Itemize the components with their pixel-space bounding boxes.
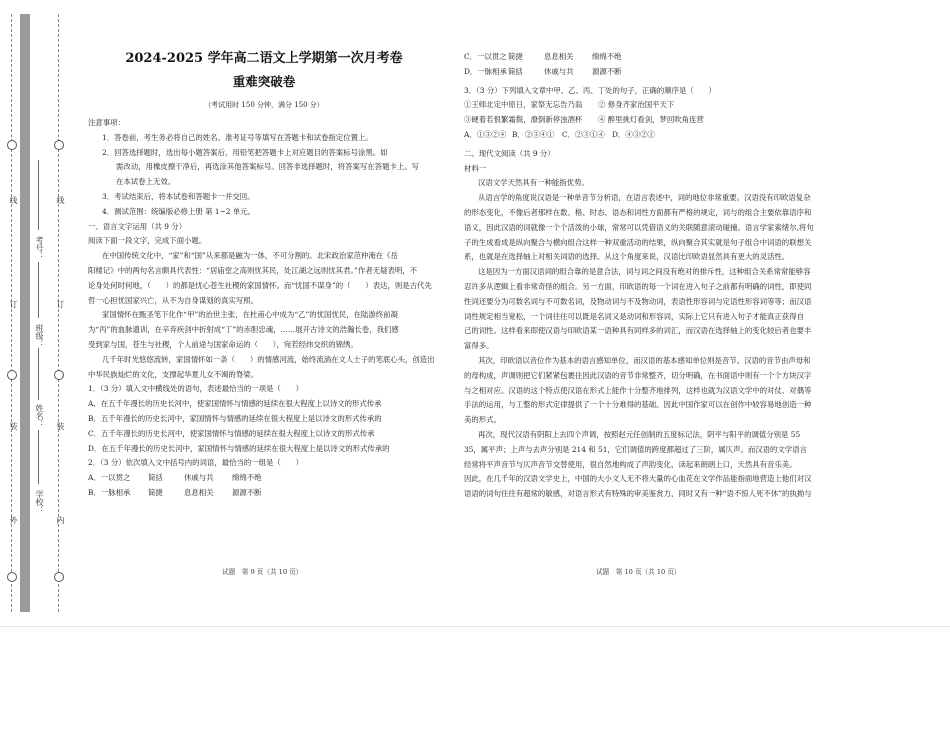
exam-title: 2024-2025 学年高二语文上学期第一次月考卷 [125, 51, 403, 66]
name-field-line[interactable] [38, 348, 39, 400]
passage-line: 这是因为一方面汉语词的组合靠的是意合法，词与词之间没有绝对的排斥性，这种组合关系常常能够容 [478, 267, 811, 277]
passage-line: 己的词性。这样看来即使汉语与印欧语某一语种具有同样多的词汇，而汉语在选择轴上的变化较后者也要丰 [464, 326, 812, 336]
passage-line: 再次，现代汉语有阴阳上去四个声调，按照赵元任创制的五度标记法，阴平与阳平的调值分别是 55 [478, 429, 801, 439]
option-word: C．一以贯之 [464, 52, 507, 61]
binding-hole [54, 572, 64, 582]
passage-line: 的形态变化，不像后者那样在数、格、时态、语态和词性方面都有严格的规定，词与的组合主要依靠语序和 [464, 207, 812, 217]
question-2-option-b[interactable] [88, 486, 440, 501]
question-3-option-d[interactable]: D．④③②① [612, 129, 655, 139]
question-1-option-d[interactable]: D．在五千年漫长的历史长河中，家国情怀与情感的延续在很大程度上是以诗文的形式传承的 [88, 443, 390, 453]
question-1-stem: 1．（3 分）填入文中横线处的语句，表述最恰当的一项是（ ） [88, 384, 303, 394]
exam-number-field-line[interactable] [38, 160, 39, 230]
question-3-choice-row [464, 98, 826, 113]
option-word: B．一脉相承 [88, 487, 131, 497]
option-word: 绵绵不绝 [592, 52, 622, 61]
inner-mark: 内 [56, 516, 65, 524]
passage-line: 为“丙”的血脉遗训，在辛弃疾剑中折射成“丁”的赤胆忠魂，……展开古诗文的浩瀚长卷，我们感 [88, 325, 399, 335]
passage-line: 几千年时光悠悠流转，家国情怀如一条（ ）的情感河流，始终流淌在文人士子的笔底心头，创造出 [102, 354, 435, 364]
binding-hole [7, 370, 17, 380]
choice-sentence: ①王师北定中原日，家祭无忘告乃翁 [464, 100, 583, 110]
inner-mark: 装 [56, 422, 65, 430]
passage-line: 论身处何时何地，（ ）的都是忧心苍生社稷的家国情怀。而“忧国不谋身”的（ ）表达，则是古代先 [88, 280, 432, 290]
choice-sentence: ③硬着若恨繁霜鬓，潦倒新停浊酒杯 [464, 115, 583, 125]
question-1-option-a[interactable]: A．在五千年漫长的历史长河中，使家国情怀与情感的延续在很大程度上以诗文的形式传承 [88, 399, 382, 409]
passage-line: 家国情怀在甄圣笔下化作“甲”的治世主张，在杜甫心中成为“乙”的忧国忧民，在陆游终前凝 [102, 310, 398, 320]
question-3-option-a[interactable]: A．①③②④ [464, 129, 507, 139]
passage-line: 忍许多从逻辑上看非常奇怪的组合。另一方面，印欧语的每一个词在进入句子之前都有明确的词性，即使同 [464, 281, 812, 291]
passage-line: 因此，在几千年的汉语文学史上，中国的大小文人无不将大量的心血花在文学作品能指面地营造上他们对汉 [464, 474, 812, 484]
option-word: A．一以贯之 [88, 473, 131, 483]
binding-hole [7, 572, 17, 582]
notice-item: 4．测试范围：统编版必修上册 第 1~2 单元。 [102, 206, 255, 216]
right-column [464, 50, 826, 502]
passage-line: 35，属平声；上声与去声分别是 214 和 51，它们调值的跨度都超过了三阶，属仄声。而汉语的文学语言 [464, 444, 807, 454]
passage-line: 词性规定相当宽松，一个词往往可以既是名词又是动词和形容词，实际上它只有进入句子才能真正获得自 [464, 311, 804, 321]
question-1-option-b[interactable]: B．五千年漫长的历史长河中，家国情怀与情感的延续在很大程度上是以诗文的形式传承的 [88, 413, 382, 423]
passage-line: 受到家与国，苍生与社稷，个人前途与国家命运的（ ），宛若经纬交织的锦绣。 [88, 339, 358, 349]
notice-item: 在本试卷上无效。 [116, 177, 176, 187]
reading-intro: 阅读下面一段文字，完成下面小题。 [88, 236, 207, 246]
class-label: 班级： [35, 324, 44, 348]
option-word: 简括 [148, 473, 163, 483]
option-word: 息息相关 [184, 487, 214, 497]
passage-line: 汉语文学天然具有一种能指优势。 [478, 178, 589, 188]
passage-line: 在中国传统文化中，“家”和“国”从来都是融为一体，不可分割的。北宋政治家范仲淹在《岳 [102, 251, 398, 261]
notice-item: 1．答卷前，考生务必将自己的姓名、准考证号等填写在答题卡和试卷指定位置上。 [102, 132, 373, 142]
passage-line: 子的生成看成是纵向聚合与横向组合这样一种双重活动的结果，纵向聚合其实就是句子组合中词语的联想关 [464, 237, 812, 247]
question-3-stem: 3．（3 分）下列填入文章中甲、乙、丙、丁处的句子，正确的顺序是（ ） [464, 85, 716, 95]
question-2-stem: 2．（3 分）依次填入文中括号内的词语，最恰当的一组是（ ） [88, 458, 303, 468]
option-word: 源源不断 [592, 66, 622, 76]
outer-mark: 装 [9, 422, 18, 430]
page-footer-left: 试题 第 9 页（共 10 页） [222, 568, 303, 576]
option-word: D．一脉相承 [464, 66, 507, 76]
notice-item: 3．考试结束后，将本试卷和答题卡一并交回。 [102, 191, 255, 201]
exam-number-label: 考号： [35, 236, 44, 260]
passage-line: 美的形式。 [464, 415, 501, 425]
question-3-choice-row [464, 113, 826, 128]
question-3-option-c[interactable]: C．②③①④ [562, 129, 605, 139]
passage-line: 与之相对应。汉语的这个特点使汉语在形式上能作十分整齐地排列，这样也就为汉语文学中的对仗、对偶等 [464, 385, 812, 395]
passage-line: 阳楼记》中的两句名言颇具代表性：“居庙堂之高则忧其民，处江湖之远则忧其君。”作者无疑表明，不 [88, 265, 418, 275]
option-word: 休戚与共 [544, 66, 574, 76]
passage-line: 语义，因此汉语的词就像一个个活泼的小球，常常可以凭借语义的关联随意滚动碰撞。语言学家索绪尔,将句 [464, 222, 814, 232]
option-word: 息息相关 [544, 52, 574, 61]
name-label: 姓名： [35, 404, 44, 428]
school-field-line[interactable] [38, 430, 39, 484]
passage-line: 语语的词句往往有超常的敏感，对语言形式有特殊的审美鉴赏力，同时又有一种“语不惊人死不休”的执拗与 [464, 489, 812, 499]
question-3-options [464, 128, 826, 143]
inner-mark: 线 [56, 196, 65, 204]
passage-line: 中华民族灿烂的文化，支撑起华夏儿女不竭的脊梁。 [88, 369, 258, 379]
choice-sentence: ② 修身齐家治国平天下 [598, 100, 675, 110]
inner-mark: 订 [56, 300, 65, 308]
notice-item: 2．回答选择题时，选出每小题答案后，用铅笔把答题卡上对应题目的答案标号涂黑。如 [102, 147, 388, 157]
option-word: 简括 [508, 66, 523, 76]
binding-hole [54, 370, 64, 380]
exam-subtitle: 重难突破卷 [232, 74, 296, 89]
notice-heading: 注意事项： [88, 118, 125, 127]
binding-hole [54, 140, 64, 150]
outer-mark: 外 [9, 516, 18, 524]
class-field-line[interactable] [38, 262, 39, 318]
passage-line: 哲一心担忧国家兴亡，从不为自身谋划的真实写照。 [88, 295, 258, 305]
option-word: 源源不断 [232, 487, 262, 497]
section-heading: 一、语言文字运用（共 9 分） [88, 221, 187, 231]
choice-sentence: ④ 醉里挑灯看剑，梦回吹角连营 [598, 115, 704, 125]
passage-line: 从语言学的角度说汉语是一种单音节分析语，在语言表述中，词的地位非常重要。汉语没有印欧语复杂 [478, 193, 811, 203]
section-heading: 二、现代文阅读（共 9 分） [464, 148, 555, 158]
notice-item: 需改动，用橡皮擦干净后，再选涂其他答案标号。回答非选择题时，将答案写在答题卡上。写 [116, 162, 420, 172]
question-2-option-a[interactable] [88, 471, 440, 486]
option-word: 绵绵不绝 [232, 473, 262, 483]
left-column [88, 48, 440, 501]
question-3-option-b[interactable]: B．②③④① [512, 129, 555, 139]
outer-mark: 线 [9, 196, 18, 204]
outer-mark: 订 [9, 300, 18, 308]
question-2-option-d[interactable] [464, 65, 826, 80]
page-footer-right: 试题 第 10 页（共 10 页） [596, 568, 681, 576]
passage-line: 系，也就是在选择轴上对相关词语的选择。从这个角度来说，汉语比印欧语显然具有更大的灵活性。 [464, 252, 790, 262]
passage-line: 经常将平声音节与仄声音节交替使用，很自然地构成了声韵变化，读起来朗朗上口，天然具有音乐美。 [464, 459, 797, 469]
passage-line: 富得多。 [464, 341, 494, 351]
exam-duration-note: （考试用时 150 分钟，满分 150 分） [204, 101, 324, 109]
passage-line: 的母构成，声调则把它们紧紧包裹住因此汉语的音节非常整齐，切分明确，在书面语中则有一个个方块汉字 [464, 370, 812, 380]
passage-line: 手法的运用，与工整的形式定律提供了一个十分难得的基础。因此中国作家可以在创作中较容易地创造一种 [464, 400, 812, 410]
question-2-option-c[interactable] [464, 50, 826, 65]
material-label: 材料一 [464, 163, 487, 173]
passage-line: 其次，印欧语以音位作为基本的语言感知单位，而汉语的基本感知单位则是音节。汉语的音节由声母和 [478, 355, 811, 365]
question-1-option-c[interactable]: C．五千年漫长的历史长河中，使家国情怀与情感的延续在很大程度上以诗文的形式传承 [88, 428, 375, 438]
option-word: 简捷 [508, 52, 523, 61]
option-word: 简捷 [148, 487, 163, 497]
school-label: 学校： [35, 490, 44, 514]
binding-bar [20, 14, 30, 612]
passage-line: 性词还要分为可数名词与不可数名词，及物动词与不及物动词，表语性形容词与定语性形容词等等；而汉语 [464, 296, 812, 306]
option-word: 休戚与共 [184, 473, 214, 483]
binding-hole [7, 140, 17, 150]
